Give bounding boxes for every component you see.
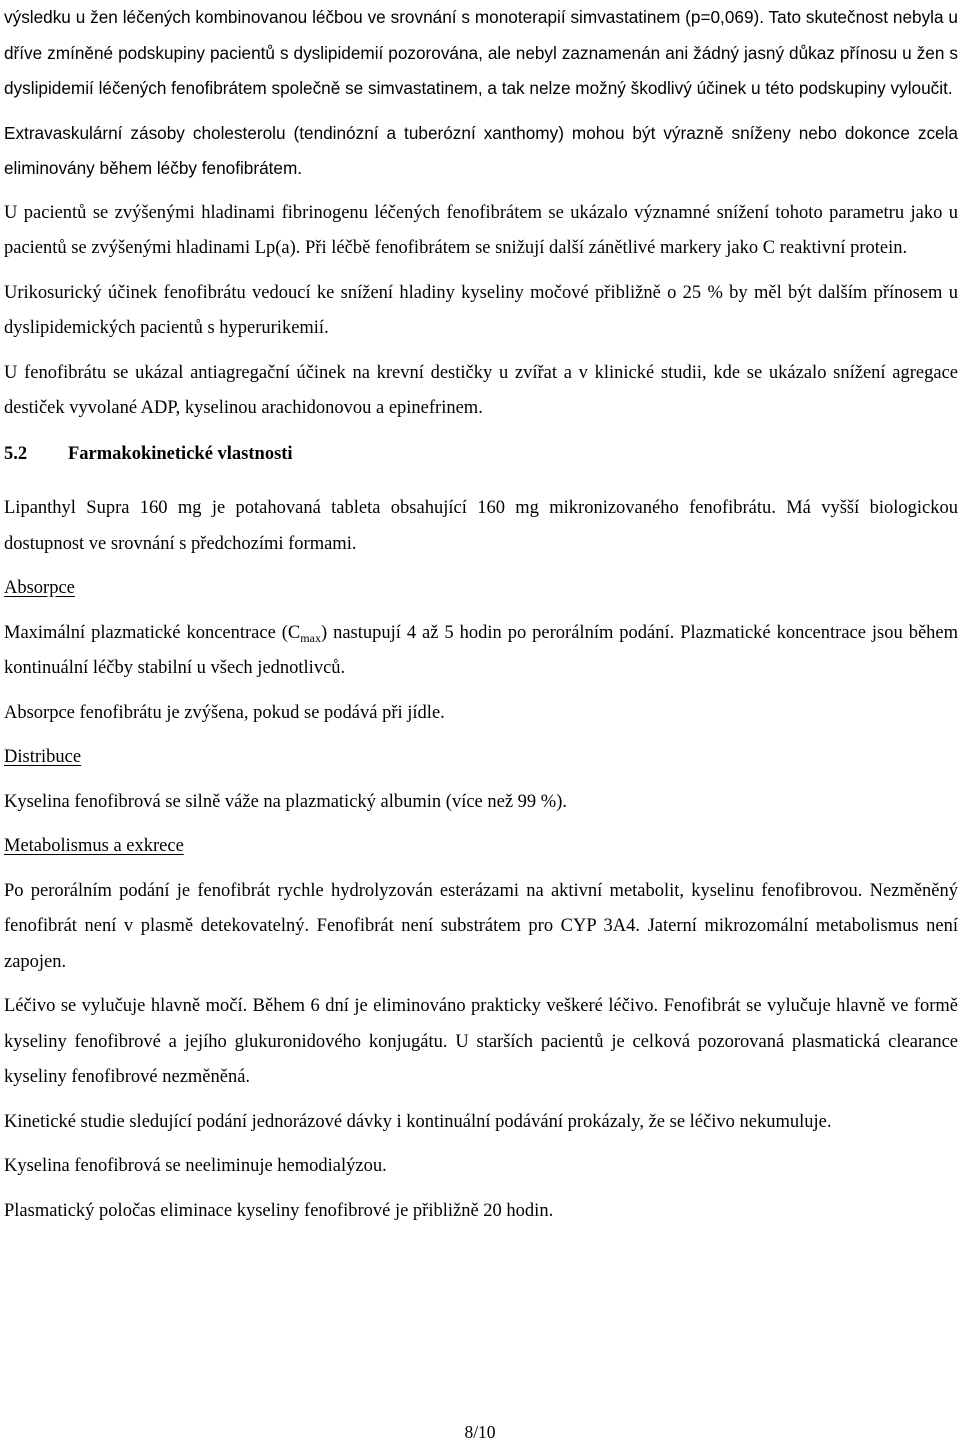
section-title: Farmakokinetické vlastnosti: [68, 443, 293, 464]
section-heading: [4, 437, 958, 473]
paragraph-metabolismus-halflife: Plasmatický poločas eliminace kyseliny fenofibrové je přibližně 20 hodin.: [4, 1200, 554, 1221]
document-page: [4, 0, 958, 1229]
paragraph-antiaggregation: U fenofibrátu se ukázal antiagregační účinek na krevní destičky u zvířat a v klinické studii, kde se ukázalo snížení agregace destiček vyvolané ADP, kyselinou arachidonovou a epinefrinem.: [4, 362, 958, 418]
subheading-absorpce: Absorpce: [4, 578, 75, 598]
paragraph-metabolismus-excretion: Léčivo se vylučuje hlavně močí. Během 6 dní je eliminováno prakticky veškeré léčivo. Fenofibrát se vylučuje hlavně ve formě kyseliny fenofibrové a jejího glukuronidového konjugátu. U starších pacientů je celková pozorovaná plasmatická clearance kyseliny fenofibrové nezměněná.: [4, 996, 958, 1087]
page-number: 8/10: [464, 1422, 496, 1442]
paragraph-xanthomy: Extravaskulární zásoby cholesterolu (tendinózní a tuberózní xanthomy) mohou být výrazně sníženy nebo dokonce zcela eliminovány během léčby fenofibrátem.: [4, 122, 958, 178]
paragraph-distribuce: Kyselina fenofibrová se silně váže na plazmatický albumin (více než 99 %).: [4, 791, 568, 812]
paragraph-metabolismus-hemodialysis: Kyselina fenofibrová se neeliminuje hemodialýzou.: [4, 1156, 387, 1176]
subheading-metabolismus: Metabolismus a exkrece: [4, 836, 184, 856]
paragraph-metabolismus-kinetics: Kinetické studie sledující podání jednorázové dávky i kontinuální podávání prokázaly, že se léčivo nekumuluje.: [4, 1111, 832, 1132]
paragraph-intro: Lipanthyl Supra 160 mg je potahovaná tableta obsahující 160 mg mikronizovaného fenofibrátu. Má vyšší biologickou dostupnost ve srovnání s předchozími formami.: [4, 498, 958, 554]
paragraph-metabolismus-hydrolysis: Po perorálním podání je fenofibrát rychle hydrolyzován esterázami na aktivní metabolit, kyselinu fenofibrovou. Nezměněný fenofibrát není v plasmě detekovatelný. Fenofibrát není substrátem pro CYP 3A4. Jaterní mikrozomální metabolismus není zapojen.: [4, 880, 958, 972]
paragraph-fibrinogen: U pacientů se zvýšenými hladinami fibrinogenu léčených fenofibrátem se ukázalo významné snížení tohoto parametru jako u pacientů se zvýšenými hladinami Lp(a). Při léčbě fenofibrátem se snižují další zánětlivé markery jako C reaktivní protein.: [4, 202, 958, 258]
paragraph-women-subgroup: výsledku u žen léčených kombinovanou léčbou ve srovnání s monoterapií simvastatinem (p=0,069). Tato skutečnost nebyla u dříve zmíněné podskupiny pacientů s dyslipidemií pozorována, ale nebyl zaznamenán ani žádný jasný důkaz přínosu u žen s dyslipidemií léčených fenofibrátem společně se simvastatinem, a tak nelze možný škodlivý účinek u této podskupiny vyloučit.: [4, 7, 958, 98]
section-number: 5.2: [4, 443, 28, 464]
paragraph-absorpce-food: Absorpce fenofibrátu je zvýšena, pokud se podává při jídle.: [4, 702, 445, 723]
paragraph-absorpce-cmax: Maximální plazmatické koncentrace $(C_{max})$ nastupují 4 až 5 hodin po perorálním podání. Plazmatické koncentrace jsou během kontinuální léčby stabilní u všech jednotlivců.: [4, 622, 959, 678]
subheading-distribuce: Distribuce: [4, 747, 82, 767]
paragraph-uricosuric: Urikosurický účinek fenofibrátu vedoucí ke snížení hladiny kyseliny močové přibližně o 25 % by měl být dalším přínosem u dyslipidemických pacientů s hyperurikemií.: [4, 282, 958, 338]
